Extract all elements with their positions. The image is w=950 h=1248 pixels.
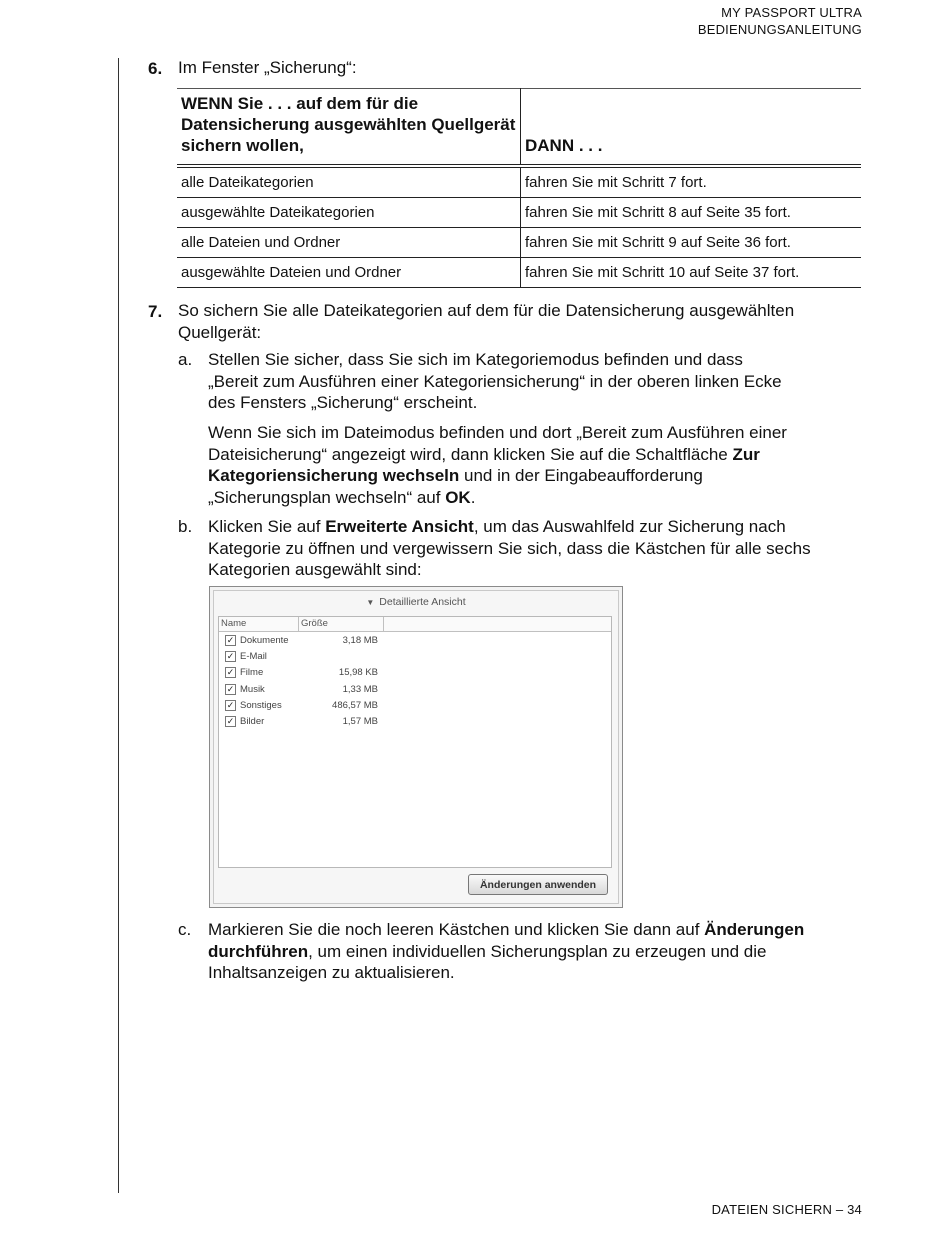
substep-c-text-1: Markieren Sie die noch leeren Kästchen und klicken Sie dann auf — [208, 920, 705, 939]
substep-c-text — [208, 919, 858, 984]
list-item[interactable] — [219, 649, 419, 665]
checkbox-checked-icon[interactable]: ✓ — [226, 667, 235, 677]
item-name: Musik — [240, 684, 265, 695]
step-6-number: 6. — [148, 59, 163, 78]
apply-changes-button[interactable]: Änderungen anwenden — [468, 874, 608, 895]
substep-c-text-2: , um einen individuellen Sicherungsplan zu erzeugen und die Inhaltsanzeigen zu aktualisieren. — [208, 941, 767, 982]
note-text: Wenn Sie sich im Dateimodus befinden und dort „Bereit zum Ausführen einer Dateisicherung“ angezeigt wird, dann klicken Sie auf die Schaltfläche — [208, 423, 787, 464]
checkbox-checked-icon[interactable]: ✓ — [226, 684, 235, 694]
table-cell: fahren Sie mit Schritt 9 auf Seite 36 fort. — [521, 228, 862, 258]
column-divider[interactable] — [298, 617, 299, 631]
dialog-title-bar[interactable] — [214, 596, 618, 608]
substep-a-text: Stellen Sie sicher, dass Sie sich im Kategoriemodus befinden und dass „Bereit zum Ausführen einer Kategoriensicherung“ in der oberen linken Ecke des Fensters „Sicherung“ erscheint. — [208, 350, 782, 412]
table-row — [177, 166, 861, 198]
detail-view-dialog — [209, 586, 623, 908]
item-name: E-Mail — [240, 651, 267, 662]
page-footer: DATEIEN SICHERN – 34 — [711, 1202, 862, 1217]
table-cell: ausgewählte Dateien und Ordner — [177, 258, 521, 288]
item-name: Filme — [240, 667, 264, 678]
table-header-if: WENN Sie . . . auf dem für die Datensicherung ausgewählten Quellgerät sichern wollen, — [177, 89, 521, 167]
page-header — [698, 4, 862, 38]
dialog-title: Detaillierte Ansicht — [379, 596, 466, 608]
note-text: . — [470, 487, 476, 507]
table-row — [177, 198, 861, 228]
list-item[interactable] — [219, 698, 419, 714]
substep-b-text-2: , um das Auswahlfeld zur Sicherung nach Kategorie zu öffnen und vergewissern Sie sich, dass die Kästchen für alle sechs Kategorien ausgewählt sind: — [208, 517, 811, 579]
substep-b-text — [208, 516, 858, 581]
checkbox-checked-icon[interactable]: ✓ — [226, 651, 235, 661]
item-size: 1,33 MB — [342, 684, 378, 695]
checkbox-checked-icon[interactable]: ✓ — [226, 700, 235, 710]
column-name[interactable]: Name — [221, 618, 247, 629]
checkbox-checked-icon[interactable]: ✓ — [226, 716, 235, 726]
step-7-number: 7. — [148, 302, 163, 321]
margin-rule — [118, 58, 119, 1193]
substep-b-text-1: Klicken Sie auf — [208, 517, 326, 536]
table-cell: fahren Sie mit Schritt 10 auf Seite 37 fort. — [521, 258, 862, 288]
column-divider[interactable] — [383, 617, 384, 631]
header-product: MY PASSPORT ULTRA — [721, 5, 862, 20]
substep-b-marker: b. — [178, 517, 193, 536]
apply-changes-label: Änderungen durchführen — [208, 920, 805, 961]
table-header-then: DANN . . . — [525, 136, 603, 155]
category-list — [218, 616, 612, 868]
condition-table — [177, 88, 861, 288]
step-7-text: So sichern Sie alle Dateikategorien auf dem für die Datensicherung ausgewählten Quellgerät: — [178, 301, 795, 342]
advanced-view-label: Erweiterte Ansicht — [325, 517, 474, 536]
table-cell: fahren Sie mit Schritt 8 auf Seite 35 fort. — [521, 198, 862, 228]
list-item[interactable] — [219, 665, 419, 681]
table-cell: alle Dateikategorien — [177, 166, 521, 198]
collapse-triangle-icon[interactable]: ▼ — [366, 598, 375, 607]
table-cell: fahren Sie mit Schritt 7 fort. — [521, 166, 862, 198]
table-cell: alle Dateien und Ordner — [177, 228, 521, 258]
table-cell: ausgewählte Dateikategorien — [177, 198, 521, 228]
list-item[interactable] — [219, 633, 419, 649]
item-name: Dokumente — [240, 635, 289, 646]
item-size: 15,98 KB — [338, 667, 378, 678]
list-item[interactable] — [219, 682, 419, 698]
substep-c-marker: c. — [178, 920, 192, 939]
substep-a-marker: a. — [178, 350, 193, 369]
note-text: und in der Eingabeaufforderung „Sicherungsplan wechseln“ auf — [208, 466, 703, 507]
list-item[interactable] — [219, 714, 419, 730]
ok-label: OK — [445, 487, 471, 507]
table-header-row — [177, 89, 861, 167]
list-column-header — [219, 617, 611, 632]
table-row — [177, 228, 861, 258]
checkbox-checked-icon[interactable]: ✓ — [226, 635, 235, 645]
item-name: Sonstiges — [240, 700, 282, 711]
item-name: Bilder — [240, 716, 265, 727]
column-size[interactable]: Größe — [301, 618, 328, 629]
switch-to-category-label: Zur Kategoriensicherung wechseln — [208, 444, 760, 485]
substep-a-note — [208, 422, 828, 508]
item-size: 486,57 MB — [332, 700, 378, 711]
header-doc-type: BEDIENUNGSANLEITUNG — [697, 22, 862, 37]
step-6-text: Im Fenster „Sicherung“: — [178, 58, 357, 77]
dialog-panel — [213, 590, 619, 904]
table-row — [177, 258, 861, 288]
item-size: 3,18 MB — [342, 635, 378, 646]
item-size: 1,57 MB — [342, 716, 378, 727]
